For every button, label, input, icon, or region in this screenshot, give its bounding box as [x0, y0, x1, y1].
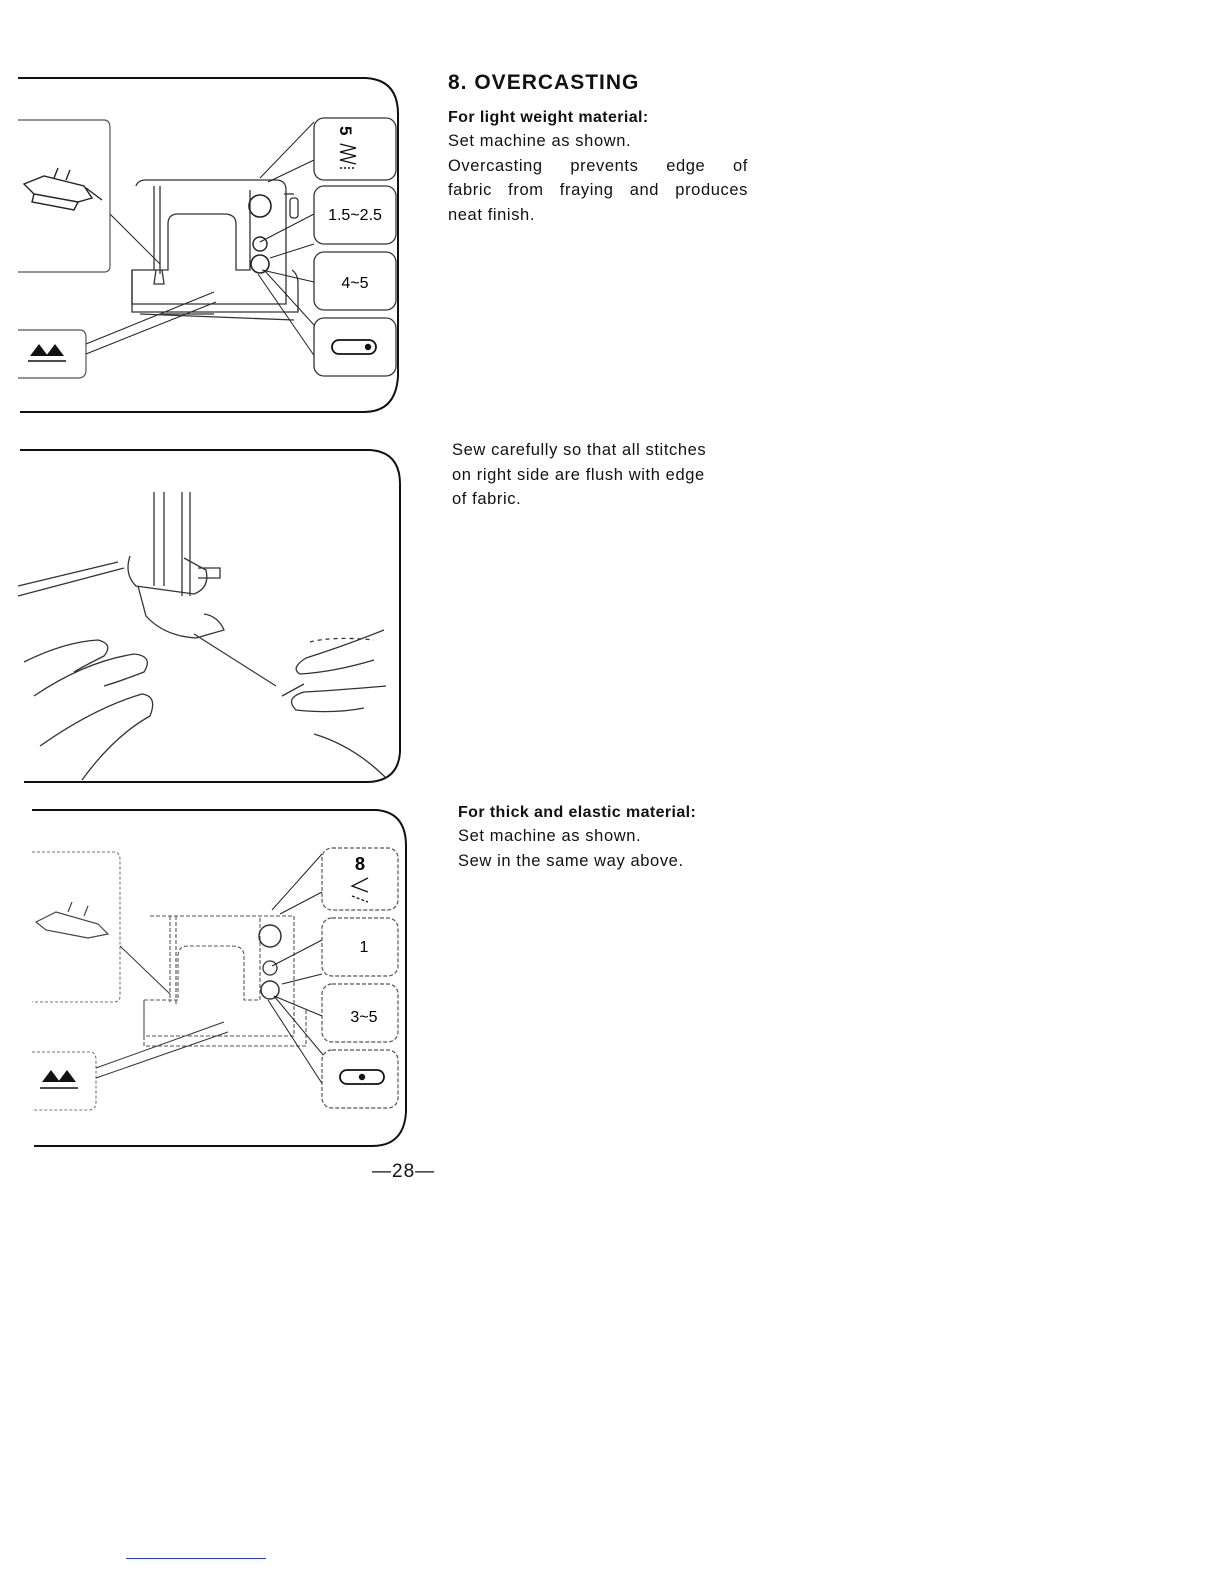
presser-foot-closeup-drawing: [18, 492, 224, 638]
feed-dog-up-icon: [28, 344, 66, 361]
bottom-rule: [126, 1558, 266, 1559]
thick-line-1: Set machine as shown.: [458, 827, 642, 845]
light-line-4: neat finish.: [448, 205, 536, 224]
sewing-machine-drawing: [132, 180, 298, 320]
thick-line-2: Sew in the same way above.: [458, 851, 684, 870]
page-number: —28—: [372, 1161, 436, 1182]
thick-subheading: For thick and elastic material:: [458, 804, 697, 821]
figure-guiding-fabric: [14, 446, 406, 788]
light-subheading: For light weight material:: [448, 109, 649, 126]
needle-position-setting-box: [314, 318, 396, 376]
stitch-length-value: 1.5~2.5: [328, 207, 382, 224]
text-block-thick: [458, 804, 758, 873]
stitch-width-value: 4~5: [341, 275, 369, 292]
text-block-light: [448, 71, 748, 227]
light-line-1: Set machine as shown.: [448, 132, 632, 150]
presser-foot-icon-2: [36, 902, 108, 938]
text-block-careful: [452, 438, 752, 512]
figure-thick-elastic-settings: [28, 806, 414, 1152]
presser-foot-icon: [24, 168, 102, 210]
section-title: 8. OVERCASTING: [448, 71, 640, 94]
right-hand-drawing: [282, 630, 386, 778]
light-line-2: Overcasting prevents edge of: [448, 156, 748, 175]
presser-foot-inset-box-2: [32, 852, 120, 1002]
stitch-length-value-2: 1: [359, 939, 369, 956]
feed-dog-up-icon-2: [40, 1070, 78, 1088]
pattern-number: 5: [336, 126, 355, 136]
light-line-3: fabric from fraying and produces: [448, 181, 748, 199]
figure-light-weight-settings: [14, 74, 404, 416]
pattern-number-2: 8: [354, 854, 366, 874]
stitch-width-value-2: 3~5: [350, 1009, 378, 1026]
careful-line-3: of fabric.: [452, 490, 522, 508]
careful-line-1: Sew carefully so that all stitches: [452, 441, 707, 459]
careful-line-2: on right side are flush with edge: [452, 465, 705, 484]
left-hand-drawing: [24, 640, 153, 780]
